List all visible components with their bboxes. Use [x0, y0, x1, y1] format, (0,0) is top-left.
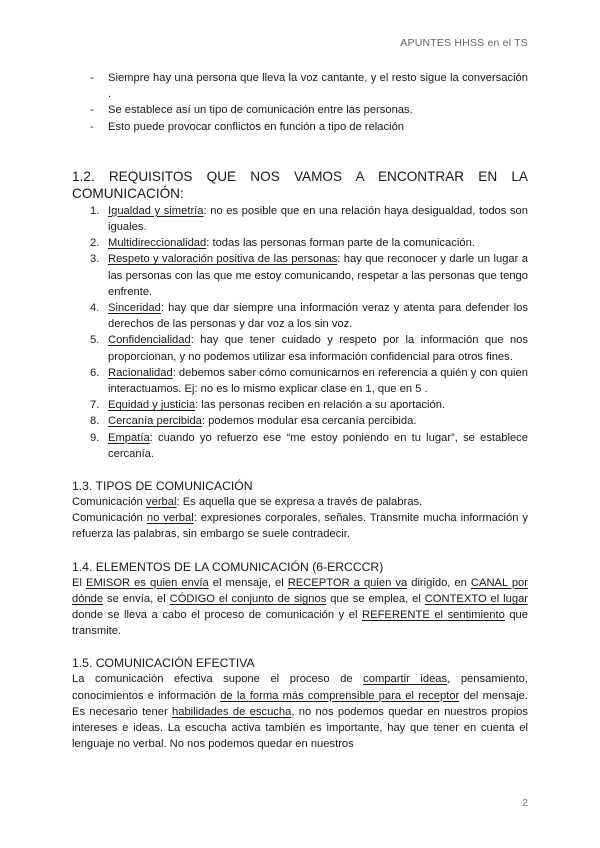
item-term: Multidireccionalidad [108, 237, 207, 250]
list-item [72, 397, 528, 413]
item-term: Confidencialidad [108, 334, 191, 347]
text-run: del mensaje. Es necesario tener [72, 689, 528, 718]
paragraph-no-verbal [72, 510, 528, 542]
list-item [72, 203, 528, 235]
bullet-item: - Siempre hay una persona que lleva la voz cantante, y el resto sigue la conversación . [72, 70, 528, 102]
intro-bullet-list [72, 70, 528, 135]
item-number: 7. [90, 399, 100, 412]
paragraph-efectiva [72, 671, 528, 752]
item-term: Igualdad y simetría [108, 204, 204, 217]
item-number: 2. [90, 237, 100, 250]
text-run: que se emplea, el [326, 592, 425, 605]
item-term: Racionalidad [108, 366, 173, 379]
item-text: : hay que dar siempre una información veraz y atenta para defender los derechos de las personas y dar voz a los sin voz. [108, 302, 528, 331]
list-item [72, 251, 528, 300]
term-emisor: EMISOR es quien envía [85, 576, 209, 589]
item-term: Cercanía percibida [108, 415, 202, 428]
term-canal: CANAL por dónde [72, 576, 528, 605]
text-run: Comunicación [72, 496, 146, 509]
text-run: se envía, el [103, 592, 170, 605]
text-run: donde se lleva a cabo el proceso de comunicación y el [72, 609, 363, 622]
item-term: Equidad y justicia [108, 399, 196, 412]
page-number: 2 [522, 797, 528, 809]
term-compartir-ideas: compartir ideas [363, 673, 448, 686]
item-text: : podemos modular esa cercanía percibida. [201, 415, 417, 428]
item-text: : todas las personas forman parte de la comunicación. [206, 237, 475, 250]
term-verbal: verbal [146, 496, 177, 509]
section-heading-elementos: 1.4. ELEMENTOS DE LA COMUNICACIÓN (6-ERCCCR) [72, 559, 384, 574]
text-run: dirigido, en [407, 576, 471, 589]
text-run: , no nos podemos quedar en nuestros propios intereses e ideas. La escucha activa también es importante, hay que tener en cuenta el lenguaje no verbal. No nos podemos quedar en nuestros [72, 705, 528, 751]
item-text: : cuando yo refuerzo ese “me estoy poniendo en tu lugar”, se establece cercanía. [108, 431, 528, 460]
list-item [72, 413, 528, 429]
list-item [72, 235, 528, 251]
item-text: : hay que reconocer y darle un lugar a las personas con las que me estoy comunicando, respetar a las personas que tengo enfrente. [108, 253, 528, 298]
term-codigo: CÓDIGO el conjunto de signos [169, 592, 327, 605]
item-number: 6. [90, 366, 100, 379]
list-item [72, 332, 528, 364]
text-run: el mensaje, el [208, 576, 288, 589]
term-habilidades-escucha: habilidades de escucha [172, 705, 292, 718]
item-term: Respeto y valoración positiva de las personas [108, 253, 338, 266]
term-receptor: RECEPTOR a quien va [287, 576, 408, 589]
list-item [72, 365, 528, 397]
paragraph-verbal [72, 494, 528, 510]
text-run: que transmite. [72, 609, 529, 638]
item-term: Sinceridad [108, 302, 161, 315]
item-number: 3. [90, 253, 100, 266]
requisitos-list [72, 203, 528, 462]
bullet-item: - Se establece así un tipo de comunicación entre las personas. [72, 102, 528, 118]
item-number: 8. [90, 415, 100, 428]
text-run: : expresiones corporales, señales. Transmite mucha información y refuerza las palabras, sin embargo se suele contradecir. [72, 512, 528, 541]
text-run: Comunicación [72, 512, 147, 525]
term-forma-comprensible: de la forma más comprensible para el receptor [220, 689, 460, 702]
item-number: 5. [90, 334, 100, 347]
item-text: : las personas reciben en relación a su aportación. [195, 399, 446, 412]
page-content [72, 70, 528, 753]
term-contexto: CONTEXTO el lugar [424, 592, 529, 605]
section-heading-tipos: 1.3. TIPOS DE COMUNICACIÓN [72, 479, 253, 494]
item-text: : no es posible que en una relación haya desigualdad, todos son iguales. [108, 204, 528, 234]
bullet-item: - Esto puede provocar conflictos en función a tipo de relación [72, 119, 528, 135]
term-referente: REFERENTE el sentimiento [362, 609, 505, 622]
running-header: APUNTES HHSS en el TS [400, 37, 528, 49]
item-text: : debemos saber cómo comunicarnos en referencia a quién y con quien interactuamos. Ej: no es lo mismo explicar clase en 1, que en 5 . [108, 366, 528, 396]
term-no-verbal: no verbal [146, 512, 194, 525]
list-item [72, 430, 528, 462]
item-number: 9. [90, 431, 100, 444]
list-item [72, 300, 528, 332]
text-run: La comunicación efectiva supone el proceso de [72, 673, 364, 686]
item-number: 1. [90, 204, 100, 217]
item-number: 4. [90, 302, 100, 315]
paragraph-elementos [72, 575, 528, 640]
text-run: : Es aquella que se expresa a través de palabras. [176, 496, 423, 509]
item-text: : hay que tener cuidado y respeto por la información que nos proporcionan, y no podemos utilizar esa información confidencial para otros fines. [108, 334, 528, 363]
text-run: El [72, 576, 86, 589]
section-heading-efectiva: 1.5. COMUNICACIÓN EFECTIVA [72, 656, 255, 671]
text-run: , pensamiento, conocimientos e información [72, 673, 529, 702]
item-term: Empatía [108, 431, 150, 444]
section-heading-requisitos: 1.2. REQUISITOS QUE NOS VAMOS A ENCONTRAR EN LA COMUNICACIÓN: [72, 168, 528, 201]
